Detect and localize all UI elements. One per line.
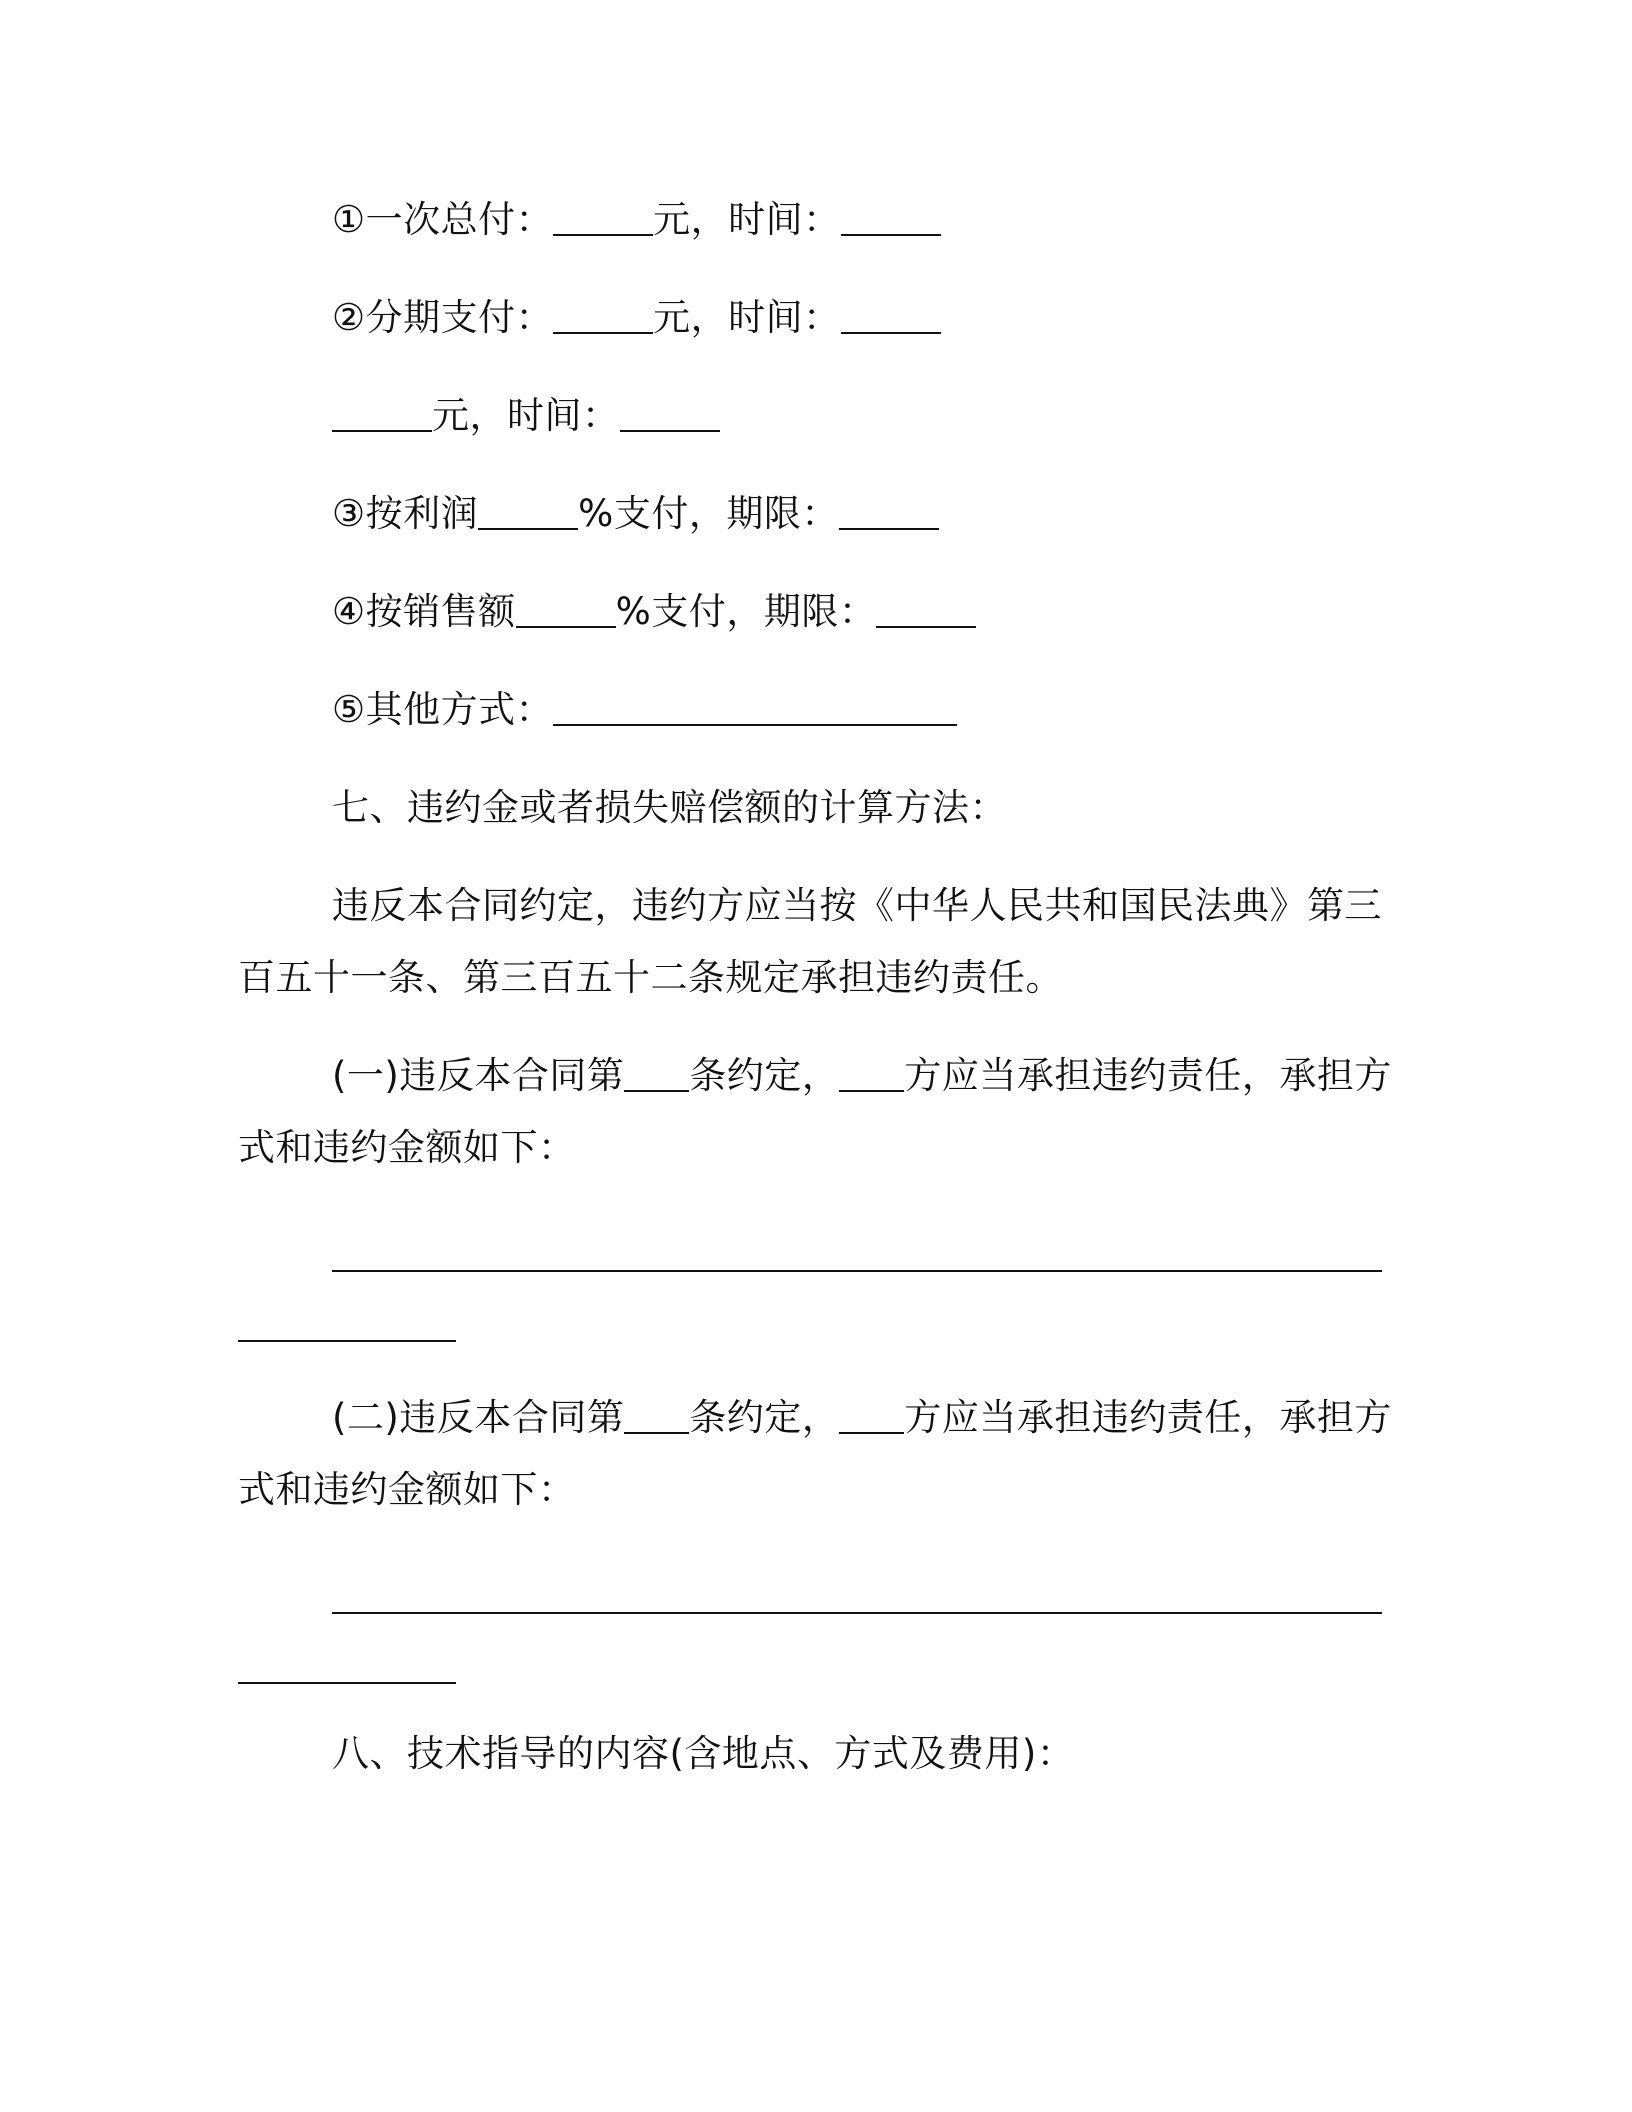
item1-suffix: 方应当承担违约责任，承担方 bbox=[904, 1054, 1392, 1097]
payment-lump-sum-unit: 元，时间： bbox=[653, 198, 841, 241]
payment-installment-continued bbox=[332, 392, 720, 440]
payment-lump-sum bbox=[332, 196, 941, 244]
payment-installment-unit: 元，时间： bbox=[653, 296, 841, 339]
fill-line-continued bbox=[238, 1682, 456, 1684]
fill-line-continued bbox=[238, 1340, 456, 1342]
blank-term bbox=[839, 494, 939, 530]
item1-mid: 条约定， bbox=[689, 1054, 840, 1097]
blank-time bbox=[841, 200, 941, 236]
payment-profit-label: ③按利润 bbox=[332, 492, 479, 535]
payment-sales-suffix: %支付，期限： bbox=[615, 590, 877, 633]
blank-percent bbox=[478, 494, 578, 530]
section7-intro-line2: 百五十一条、第三百五十二条规定承担违约责任。 bbox=[238, 956, 1063, 999]
blank-term bbox=[876, 592, 976, 628]
blank-party bbox=[839, 1056, 904, 1092]
payment-other-label: ⑤其他方式： bbox=[332, 688, 554, 731]
item2-mid: 条约定， bbox=[689, 1396, 840, 1439]
payment-profit-suffix: %支付，期限： bbox=[578, 492, 839, 535]
blank-party bbox=[839, 1398, 904, 1434]
payment-lump-sum-label: ①一次总付： bbox=[332, 198, 554, 241]
blank-article-number bbox=[624, 1056, 689, 1092]
blank-amount bbox=[332, 396, 432, 432]
item2-prefix: (二)违反本合同第 bbox=[332, 1396, 625, 1439]
blank-time bbox=[620, 396, 720, 432]
section7-item1-line2: 式和违约金额如下： bbox=[238, 1126, 576, 1169]
item2-suffix: 方应当承担违约责任，承担方 bbox=[904, 1396, 1392, 1439]
payment-installment bbox=[332, 294, 941, 342]
blank-other-method bbox=[553, 690, 957, 726]
fill-line bbox=[332, 1270, 1382, 1272]
section7-item1 bbox=[332, 1052, 1392, 1100]
payment-profit bbox=[332, 490, 939, 538]
section7-item2 bbox=[332, 1394, 1392, 1442]
item1-prefix: (一)违反本合同第 bbox=[332, 1054, 625, 1097]
section7-heading: 七、违约金或者损失赔偿额的计算方法： bbox=[332, 786, 1007, 829]
payment-sales bbox=[332, 588, 976, 636]
section7-intro-line1: 违反本合同约定，违约方应当按《中华人民共和国民法典》第三 bbox=[332, 884, 1382, 927]
fill-line bbox=[332, 1612, 1382, 1614]
blank-amount bbox=[553, 298, 653, 334]
blank-time bbox=[841, 298, 941, 334]
section7-item2-line2: 式和违约金额如下： bbox=[238, 1468, 576, 1511]
section8-heading: 八、技术指导的内容(含地点、方式及费用)： bbox=[332, 1732, 1075, 1775]
blank-amount bbox=[553, 200, 653, 236]
payment-sales-label: ④按销售额 bbox=[332, 590, 516, 633]
payment-other bbox=[332, 686, 957, 734]
blank-percent bbox=[516, 592, 616, 628]
blank-article-number bbox=[624, 1398, 689, 1434]
payment-installment-cont-unit: 元，时间： bbox=[432, 394, 620, 437]
payment-installment-label: ②分期支付： bbox=[332, 296, 554, 339]
